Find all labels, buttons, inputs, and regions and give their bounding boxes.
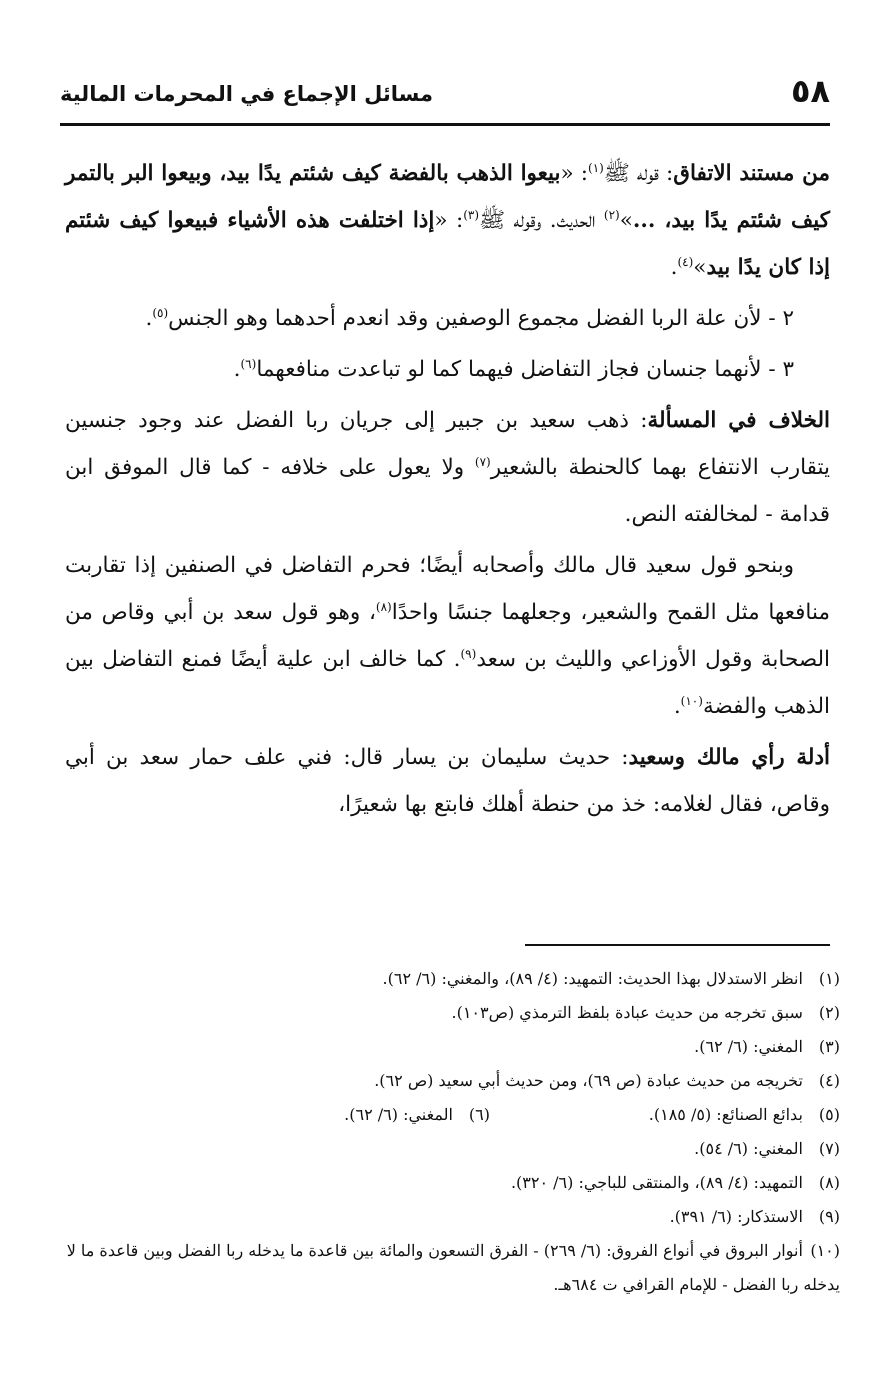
text: : « xyxy=(560,161,589,186)
footnote-ref: (١) xyxy=(588,160,604,175)
page-number: ٥٨ xyxy=(790,72,830,110)
text: : « xyxy=(434,208,464,233)
paragraph-5 xyxy=(65,542,830,730)
footnotes xyxy=(65,962,840,1302)
footnote-text: تخريجه من حديث عبادة (ص ٦٩)، ومن حديث أبي سعيد (ص ٦٢). xyxy=(374,1071,803,1090)
footnote xyxy=(344,1098,490,1132)
text: الحديث. وقوله ﷺ xyxy=(479,208,604,233)
footnote-number: (١) xyxy=(818,969,840,988)
footnote-number: (٢) xyxy=(818,1003,840,1022)
footnote-text: المغني: (٦/ ٥٤). xyxy=(694,1139,803,1158)
text: ، وهو قول سعد بن أبي وقاص من الصحابة وقول الأوزاعي والليث بن سعد xyxy=(65,600,830,672)
paragraph-1 xyxy=(65,150,830,291)
footnote-text: الاستذكار: (٦/ ٣٩١). xyxy=(669,1207,803,1226)
footnote-text: المغني: (٦/ ٦٢). xyxy=(694,1037,803,1056)
footnote xyxy=(65,996,840,1030)
footnote-text: انظر الاستدلال بهذا الحديث: التمهيد: (٤/ ٨٩)، والمغني: (٦/ ٦٢). xyxy=(382,969,803,988)
footnote-text: أنوار البروق في أنواع الفروق: (٦/ ٢٦٩) - الفرق التسعون والمائة بين قاعدة ما يدخله ربا الفضل وبين قاعدة ما لا يدخله ربا الفضل - للإمام القرافي ت ٦٨٤هـ. xyxy=(66,1241,840,1294)
footnote xyxy=(65,1132,840,1166)
paragraph-2 xyxy=(65,295,830,342)
footnote xyxy=(65,1030,840,1064)
footnote-number: (٤) xyxy=(818,1071,840,1090)
paragraph-4 xyxy=(65,397,830,538)
footnote-number: (٩) xyxy=(818,1207,840,1226)
text: : حديث سليمان بن يسار قال: فني علف حمار سعد بن أبي وقاص، فقال لغلامه: خذ من حنطة أهلك فابتع بها شعيرًا، xyxy=(65,745,830,817)
footnote-number: (٦) xyxy=(468,1105,490,1124)
main-text xyxy=(65,150,830,832)
text: ٣ - لأنهما جنسان فجاز التفاضل فيهما كما لو تباعدت منافعهما xyxy=(256,357,794,382)
text: : قوله ﷺ xyxy=(603,161,674,186)
footnote xyxy=(65,1200,840,1234)
text: » xyxy=(693,255,707,280)
footnote-ref: (٢) xyxy=(603,207,620,222)
text: » xyxy=(619,208,633,233)
paragraph-3 xyxy=(65,346,830,393)
text: : ذهب سعيد بن جبير إلى جريان ربا الفضل عند وجود جنسين يتقارب الانتفاع بهما كالحنطة بالشعير xyxy=(65,408,830,480)
footnote xyxy=(490,1098,840,1132)
footnote-ref: (٧) xyxy=(474,454,491,469)
text: ولا يعول على خلافه - كما قال الموفق ابن قدامة - لمخالفته النص. xyxy=(65,455,830,527)
footnote-number: (٧) xyxy=(818,1139,840,1158)
footnote xyxy=(65,1166,840,1200)
footnote xyxy=(65,1234,840,1302)
footnote xyxy=(65,962,840,996)
text: . xyxy=(673,694,681,719)
text: . xyxy=(670,255,678,280)
bold-lead: أدلة رأي مالك وسعيد xyxy=(628,745,830,770)
footnote-ref: (٤) xyxy=(677,254,694,269)
footnote-number: (١٠) xyxy=(810,1241,840,1260)
footnote-number: (٥) xyxy=(818,1105,840,1124)
bold-lead: الخلاف في المسألة xyxy=(647,408,830,433)
footnote-ref: (٩) xyxy=(460,646,477,661)
hadith-quote: إذا اختلفت هذه الأشياء فبيعوا كيف شئتم إذا كان يدًا بيد xyxy=(65,208,830,280)
footnote xyxy=(65,1064,840,1098)
text: ٢ - لأن علة الربا الفضل مجموع الوصفين وقد انعدم أحدهما وهو الجنس xyxy=(168,306,794,331)
footnote-ref: (١٠) xyxy=(680,693,703,708)
hadith-quote: بيعوا الذهب بالفضة كيف شئتم يدًا بيد، وبيعوا البر بالتمر كيف شئتم يدًا بيد، ... xyxy=(65,161,831,233)
page-header xyxy=(60,70,830,122)
footnote-ref: (٦) xyxy=(240,356,257,371)
footnote-ref: (٥) xyxy=(152,305,169,320)
paragraph-6 xyxy=(65,734,830,828)
running-title: مسائل الإجماع في المحرمات المالية xyxy=(60,82,433,106)
footnote-row xyxy=(65,1098,840,1132)
footnote-text: بدائع الصنائع: (٥/ ١٨٥). xyxy=(648,1105,803,1124)
footnote-ref: (٣) xyxy=(463,207,480,222)
bold-lead: من مستند الاتفاق xyxy=(673,161,830,186)
header-rule xyxy=(60,123,830,126)
footnote-separator xyxy=(525,944,830,946)
footnote-text: سبق تخرجه من حديث عبادة بلفظ الترمذي (ص١٠٣). xyxy=(451,1003,803,1022)
footnote-text: التمهيد: (٤/ ٨٩)، والمنتقى للباجي: (٦/ ٣٢٠). xyxy=(510,1173,803,1192)
text: . كما خالف ابن علية أيضًا فمنع التفاضل بين الذهب والفضة xyxy=(65,647,830,719)
footnote-text: المغني: (٦/ ٦٢). xyxy=(344,1105,453,1124)
text: . xyxy=(233,357,241,382)
text: وبنحو قول سعيد قال مالك وأصحابه أيضًا؛ فحرم التفاضل في الصنفين إذا تقاربت منافعها مثل القمح والشعير، وجعلهما جنسًا واحدًا xyxy=(65,553,830,625)
footnote-number: (٣) xyxy=(818,1037,840,1056)
footnote-number: (٨) xyxy=(818,1173,840,1192)
text: . xyxy=(145,306,153,331)
footnote-ref: (٨) xyxy=(375,599,392,614)
